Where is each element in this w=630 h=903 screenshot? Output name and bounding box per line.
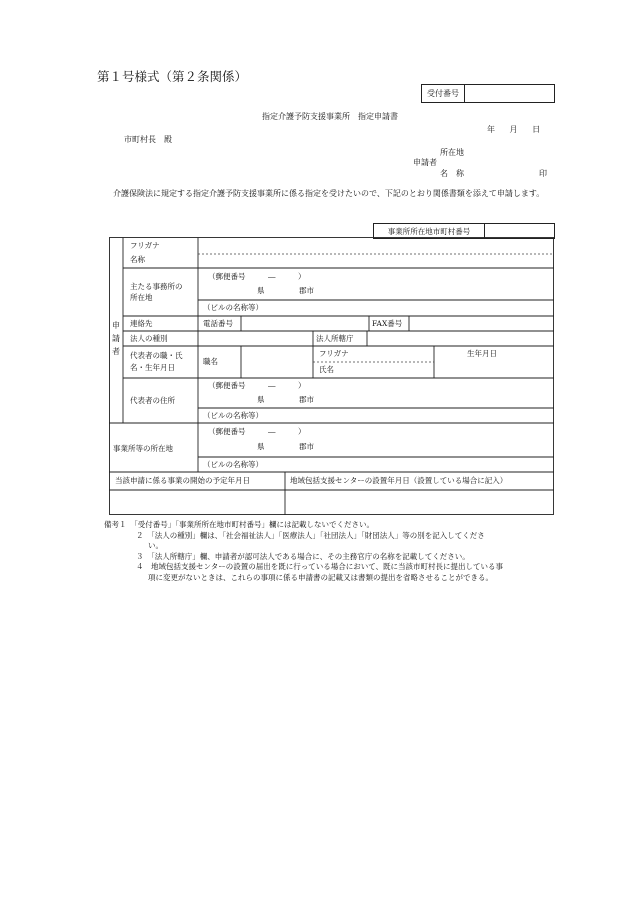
notes-section xyxy=(104,520,503,583)
representative-building: （ビルの名称等） xyxy=(203,411,263,420)
main-office-label-line2: 所在地 xyxy=(130,293,153,302)
corp-type-label: 法人の種別 xyxy=(130,334,168,343)
birthdate-label: 生年月日 xyxy=(467,349,497,358)
document-title: 指定介護予防支援事業所 指定申請書 xyxy=(262,112,398,121)
corp-authority-label: 法人所轄庁 xyxy=(316,334,354,343)
representative-city: 郡市 xyxy=(299,395,314,404)
note-2-continued: い。 xyxy=(148,541,163,550)
municipality-code-label: 事業所所在地市町村番号 xyxy=(374,224,485,238)
representative-address-label: 代表者の住所 xyxy=(130,396,175,405)
form-number-title: 第１号様式（第２条関係） xyxy=(97,69,248,84)
applicant-address-label: 所在地 xyxy=(440,148,464,157)
seal-mark: 印 xyxy=(539,169,547,178)
applicant-label: 申請者 xyxy=(413,158,437,167)
furigana-label: フリガナ xyxy=(130,241,160,250)
representative-postal: （郵便番号 ― ） xyxy=(208,381,306,390)
title-label: 職名 xyxy=(203,357,218,366)
receipt-number-field[interactable] xyxy=(465,85,554,102)
representative-name-label: 氏名 xyxy=(319,365,334,374)
main-office-prefecture: 県 xyxy=(257,286,265,295)
applicant-name-label: 名 称 xyxy=(440,169,464,178)
contact-label: 連絡先 xyxy=(130,319,153,328)
office-location-label: 事業所等の所在地 xyxy=(113,444,173,453)
center-date-label: 地域包括支援センターの設置年月日（設置している場合に記入） xyxy=(290,476,508,485)
office-postal: （郵便番号 ― ） xyxy=(208,427,306,436)
addressee: 市町村長 殿 xyxy=(124,135,172,144)
representative-furigana-label: フリガナ xyxy=(319,349,349,358)
main-office-building: （ビルの名称等） xyxy=(203,303,263,312)
representative-prefecture: 県 xyxy=(257,395,265,404)
note-4: ４ 地域包括支援センターの設置の届出を既に行っている場合において、既に当該市町村長に提出している事 xyxy=(136,562,504,571)
office-city: 郡市 xyxy=(299,442,314,451)
applicant-side-label: 申請者 xyxy=(112,321,120,356)
date-line: 年 月 日 xyxy=(487,125,541,134)
application-table xyxy=(109,237,554,515)
note-1: 備考１ 「受付番号」「事業所所在地市町村番号」欄には記載しないでください。 xyxy=(104,520,374,529)
main-office-postal: （郵便番号 ― ） xyxy=(208,272,306,281)
name-label: 名称 xyxy=(130,255,145,264)
main-office-label-line1: 主たる事務所の xyxy=(130,282,183,291)
representative-label-line1: 代表者の職・氏 xyxy=(130,351,183,360)
note-4-continued: 項に変更がないときは、これらの事項に係る申請書の記載又は書類の提出を省略させることができる。 xyxy=(148,572,493,582)
body-text: 介護保険法に規定する指定介護予防支援事業所に係る指定を受けたいので、下記のとおり関係書類を添えて申請します。 xyxy=(113,189,545,198)
fax-label: FAX番号 xyxy=(372,319,403,328)
municipality-code-field[interactable] xyxy=(485,224,554,238)
table-grid-lines xyxy=(109,237,554,515)
representative-label-line2: 名・生年月日 xyxy=(130,363,175,372)
office-prefecture: 県 xyxy=(257,442,265,451)
receipt-number-label: 受付番号 xyxy=(422,85,465,102)
note-2: ２ 「法人の種別」欄は、「社会福祉法人」「医療法人」「社団法人」「財団法人」等の別を記入してくださ xyxy=(136,530,485,540)
main-office-city: 郡市 xyxy=(299,286,314,295)
start-date-label: 当該申請に係る事業の開始の予定年月日 xyxy=(115,476,250,485)
office-building: （ビルの名称等） xyxy=(203,460,263,469)
receipt-number-box xyxy=(421,84,555,103)
phone-label: 電話番号 xyxy=(203,319,233,328)
note-3: ３ 「法人所轄庁」欄、申請者が認可法人である場合に、その主務官庁の名称を記載してください。 xyxy=(136,551,470,561)
